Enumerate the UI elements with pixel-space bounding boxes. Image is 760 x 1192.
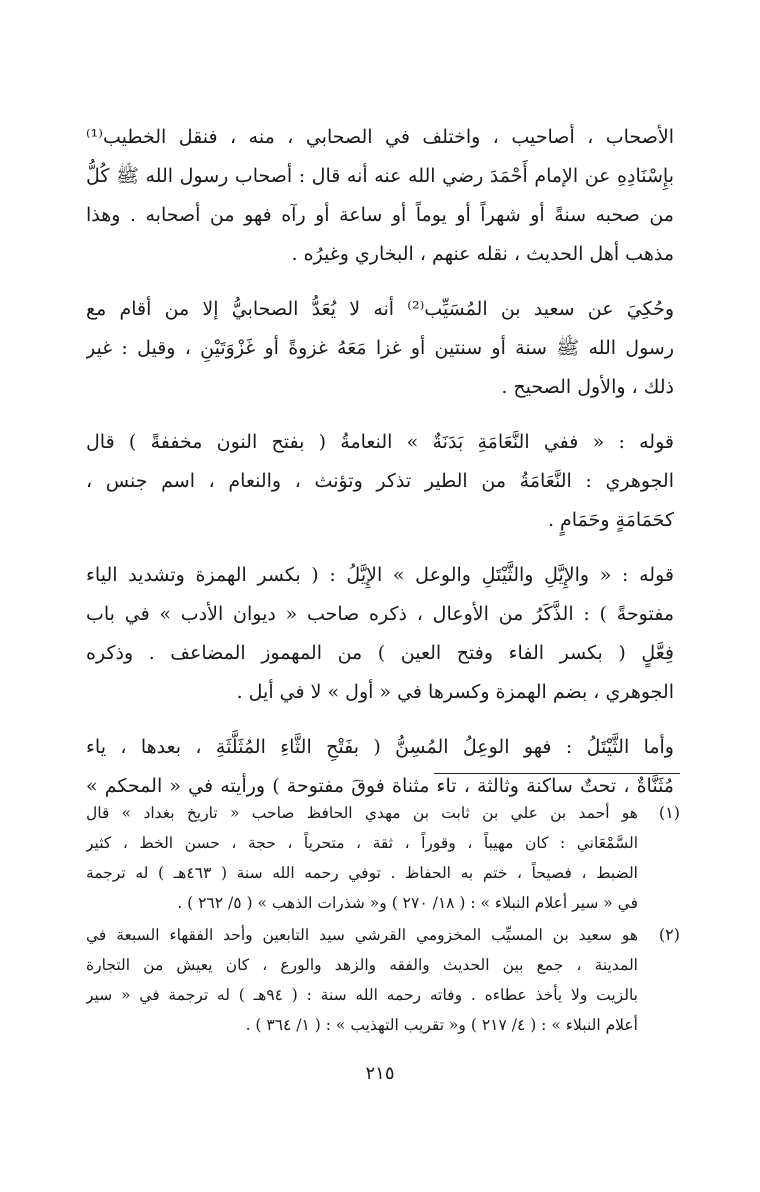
text-line: بإِسْنَادِهِ عن الإمام أَحْمَدَ رضي الله عنه أنه قال : أصحاب رسول الله ﷺ كُلُّ bbox=[86, 165, 674, 187]
paragraph-sahabi-definition bbox=[86, 118, 674, 274]
footnote-line: هو سعيد بن المسيِّب المخزومي القرشي سيد التابعين وأحد الفقهاء السبعة في bbox=[86, 926, 638, 944]
footnote-1 bbox=[86, 798, 680, 918]
text-line: الأصحاب ، أصاحيب ، واختلف في الصحابي ، منه ، فنقل الخطيب⁽¹⁾ bbox=[86, 126, 674, 148]
text-line: فِعَّلٍ ( بكسر الفاء وفتح العين ) من المهموز المضاعف . وذكره bbox=[86, 642, 674, 664]
text-line: مفتوحةً ) : الذَّكَرُ من الأوعال ، ذكره صاحب « ديوان الأدب » في باب bbox=[86, 603, 674, 625]
page-number: ٢١٥ bbox=[365, 1063, 395, 1084]
footnote-line: في « سير أعلام النبلاء » : ( ١٨/ ٢٧٠ ) و« شذرات الذهب » ( ٥/ ٢٦٢ ) . bbox=[177, 894, 638, 912]
text-line: ذلك ، والأول الصحيح . bbox=[501, 376, 674, 398]
footnote-number: (٢) bbox=[658, 925, 680, 944]
footnote-number: (١) bbox=[658, 803, 680, 822]
text-line: وحُكِيَ عن سعيد بن المُسَيِّب⁽²⁾ أنه لا يُعَدُّ الصحابيُّ إلا من أقام مع bbox=[86, 298, 674, 320]
text-line: مذهب أهل الحديث ، نقله عنهم ، البخاري وغيرُه . bbox=[291, 243, 674, 265]
text-line: مُثَنَّاةٌ ، تحتٌ ساكنة وثالثة ، تاء مثناة فوقَ مفتوحة ) ورأيته في « المحكم » bbox=[86, 775, 674, 797]
footnote-line: الضبط ، فصيحاً ، ختم به الحفاظ . توفي رحمه الله سنة ( ٤٦٣هـ ) له ترجمة bbox=[86, 864, 638, 882]
main-text bbox=[86, 118, 674, 812]
text-line: الجوهري : النَّعَامَةُ من الطير تذكر وتؤنث ، والنعام ، اسم جنس ، bbox=[86, 470, 674, 492]
text-line: قوله : « ففي النَّعَامَةِ بَدَنَةٌ » النعامةُ ( بفتح النون مخففةً ) قال bbox=[86, 431, 674, 453]
footnotes bbox=[86, 798, 680, 1042]
text-line: رسول الله ﷺ سنة أو سنتين أو غزا مَعَهُ غزوةً أو غَزْوَتَيْنِ ، وقيل : غير bbox=[86, 337, 674, 359]
paragraph-ibn-musayyib bbox=[86, 290, 674, 407]
text-line: من صحبه سنةً أو شهراً أو يوماً أو ساعة أو رآه فهو من أصحابه . وهذا bbox=[86, 204, 674, 226]
footnote-line: المدينة ، جمع بين الحديث والفقه والزهد والورع ، كان يعيش من التجارة bbox=[86, 956, 638, 974]
text-line: الجوهري ، بضم الهمزة وكسرها في « أول » لا في أيل . bbox=[236, 681, 674, 703]
paragraph-naama bbox=[86, 423, 674, 540]
footnote-line: هو أحمد بن علي بن ثابت بن مهدي الحافظ صاحب « تاريخ بغداد » قال bbox=[86, 804, 638, 822]
text-line: كحَمَامَةٍ وحَمَامٍ . bbox=[547, 509, 674, 531]
footnote-divider bbox=[434, 773, 680, 774]
text-line: قوله : « والإِيَّلِ والثَّيْتَلِ والوعل » الإِيَّلُ : ( بكسر الهمزة وتشديد الياء bbox=[86, 564, 674, 586]
footnote-2 bbox=[86, 920, 680, 1040]
footnote-line: بالزيت ولا يأخذ عطاءه . وفاته رحمه الله سنة : ( ٩٤هـ ) له ترجمة في « سير bbox=[86, 986, 638, 1004]
text-line: وأما الثَّيْتَلُ : فهو الوعِلُ المُسِنُّ ( بفَتْحِ الثَّاءِ المُثَلَّثَةِ ، بعدها ، ياء bbox=[86, 736, 674, 758]
footnote-line: السَّمْعَاني : كان مهيباً ، وقوراً ، ثقة ، متحرياً ، حجة ، حسن الخط ، كثير bbox=[86, 834, 638, 852]
paragraph-ayyil bbox=[86, 556, 674, 712]
footnote-line: أعلام النبلاء » : ( ٤/ ٢١٧ ) و« تقريب التهذيب » : ( ١/ ٣٦٤ ) . bbox=[245, 1016, 638, 1034]
paragraph-thaytal bbox=[86, 728, 674, 806]
